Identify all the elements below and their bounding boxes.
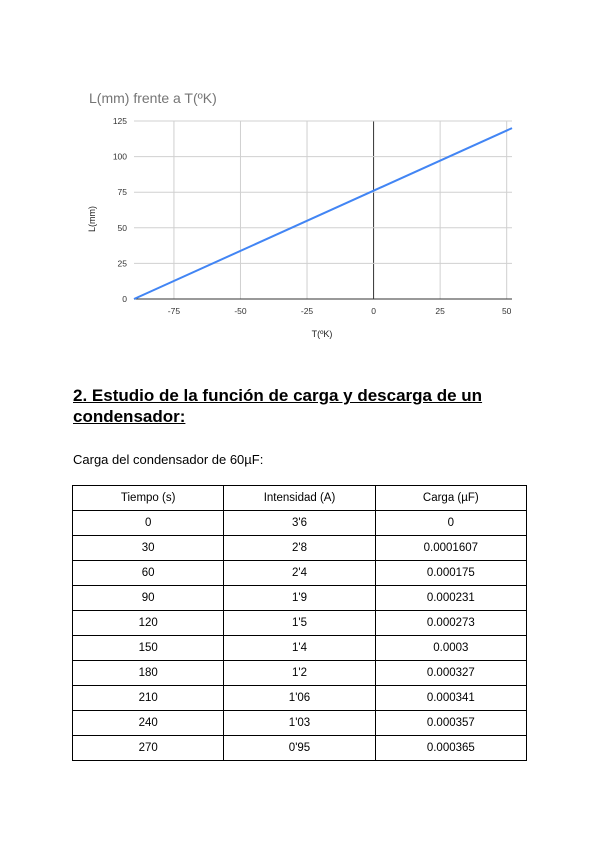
cell-time: 60 [73,561,224,586]
y-tick-label: 0 [122,294,127,304]
series-line [134,128,512,299]
x-tick-label: 0 [371,306,376,316]
y-tick-label: 75 [117,187,127,198]
cell-time: 180 [73,661,224,686]
cell-current: 1'03 [224,711,375,736]
cell-current: 1'4 [224,636,375,661]
cell-charge: 0.000327 [375,661,526,686]
cell-current: 1'5 [224,611,375,636]
table-row [73,686,527,711]
x-tick-label: -50 [234,306,247,316]
table-caption: Carga del condensador de 60µF: [73,452,264,467]
charge-data-table [72,485,527,761]
table-row [73,586,527,611]
x-axis-ticks [168,306,512,316]
cell-current: 2'4 [224,561,375,586]
table-row [73,561,527,586]
section-heading: 2. Estudio de la función de carga y descarga de un condensador: [73,386,483,426]
cell-current: 1'9 [224,586,375,611]
cell-charge: 0.0003 [375,636,526,661]
cell-current: 1'06 [224,686,375,711]
cell-charge: 0.000231 [375,586,526,611]
cell-charge: 0.000365 [375,736,526,761]
x-tick-label: -75 [167,306,181,316]
cell-time: 240 [73,711,224,736]
cell-time: 30 [73,536,224,561]
cell-current: 2'8 [224,536,375,561]
y-tick-label: 25 [117,258,127,269]
table-row [73,736,527,761]
x-tick-label: 50 [501,306,512,316]
cell-charge: 0.000175 [375,561,526,586]
table-row [73,611,527,636]
y-tick-label: 100 [112,151,127,162]
y-tick-label: 125 [112,116,127,126]
column-header-charge: Carga (µF) [375,486,526,511]
cell-current: 3'6 [224,511,375,536]
cell-current: 1'2 [224,661,375,686]
table-row [73,536,527,561]
table-row [73,711,527,736]
cell-charge: 0.000273 [375,611,526,636]
table-row [73,661,527,686]
y-axis-ticks [113,116,127,304]
table-header-row [73,486,527,511]
cell-time: 90 [73,586,224,611]
line-chart [0,0,600,360]
cell-current: 0'95 [224,736,375,761]
table-row [73,636,527,661]
table-row [73,511,527,536]
chart-title: L(mm) frente a T(ºK) [89,90,217,106]
column-header-current: Intensidad (A) [224,486,375,511]
x-axis-label: T(ºK) [311,329,333,339]
cell-time: 150 [73,636,224,661]
cell-time: 120 [73,611,224,636]
cell-time: 210 [73,686,224,711]
chart-series [134,128,512,299]
cell-charge: 0.000357 [375,711,526,736]
cell-charge: 0 [375,511,526,536]
x-tick-label: -25 [300,306,314,316]
x-tick-label: 25 [435,306,445,316]
cell-charge: 0.0001607 [375,536,526,561]
cell-time: 0 [73,511,224,536]
y-axis-label: L(mm) [87,206,97,232]
y-tick-label: 50 [117,222,127,233]
cell-time: 270 [73,736,224,761]
cell-charge: 0.000341 [375,686,526,711]
column-header-time: Tiempo (s) [73,486,224,511]
